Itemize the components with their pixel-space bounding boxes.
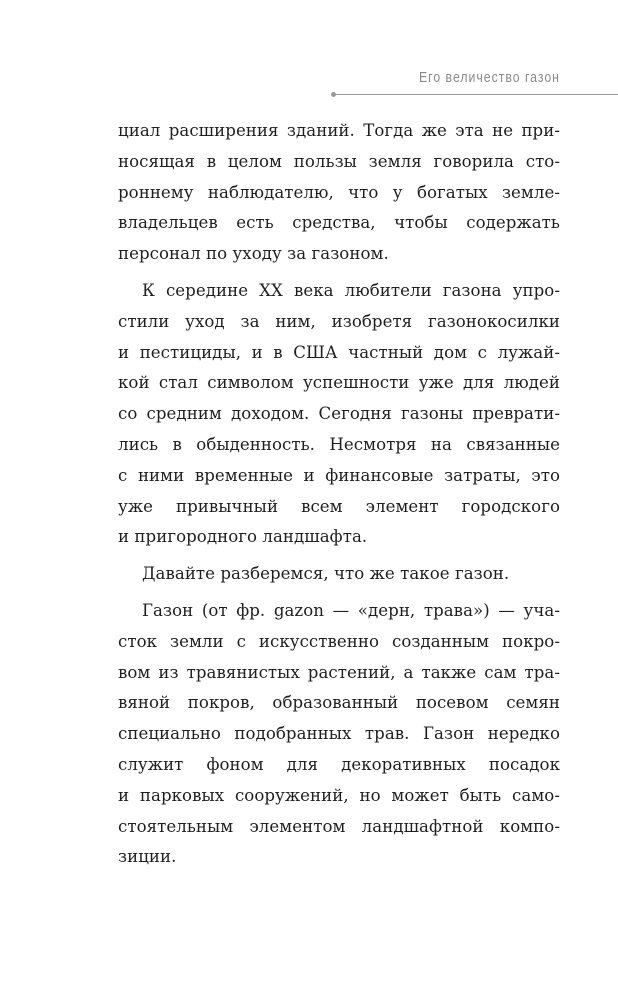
running-head-rule [335, 94, 618, 95]
text-line: с ними временные и финансовые затраты, это [118, 465, 560, 485]
text-line: персонал по уходу за газоном. [118, 244, 389, 264]
text-line: кой стал символом успешности уже для людей [118, 373, 560, 393]
text-line: со средним доходом. Сегодня газоны преврати- [118, 404, 560, 424]
text-line: сток земли с искусственно созданным покро- [118, 631, 560, 651]
text-line: и пестициды, и в США частный дом с лужай- [118, 342, 560, 362]
paragraph-3 [118, 559, 560, 590]
text-line: носящая в целом пользы земля говорила сто- [118, 151, 560, 171]
text-line: вяной покров, образованный посевом семян [118, 693, 560, 713]
text-line: К середине XX века любители газона упро- [142, 280, 560, 300]
body-text [118, 116, 560, 873]
paragraph-4 [118, 596, 560, 873]
text-line: циал расширения зданий. Тогда же эта не при- [118, 121, 560, 140]
text-line: вом из травянистых растений, а также сам тра- [118, 662, 560, 682]
text-line: лись в обыденность. Несмотря на связанные [118, 434, 560, 454]
running-head: Его величество газон [419, 69, 560, 86]
text-line: уже привычный всем элемент городского [118, 496, 560, 516]
text-line: специально подобранных трав. Газон нередко [118, 724, 560, 744]
running-head-dot [331, 92, 336, 97]
text-line: и пригородного ландшафта. [118, 527, 368, 547]
text-line: роннему наблюдателю, что у богатых земле- [118, 182, 560, 202]
paragraph-2 [118, 276, 560, 553]
text-line: Давайте разберемся, что же такое газон. [142, 564, 510, 584]
text-line: зиции. [118, 847, 177, 867]
text-line: и парковых сооружений, но может быть само- [118, 785, 560, 805]
paragraph-1 [118, 116, 560, 270]
text-line: владельцев есть средства, чтобы содержать [118, 213, 560, 233]
text-line: стоятельным элементом ландшафтной компо- [118, 816, 560, 836]
text-line: Газон (от фр. gazon — «дерн, трава») — уча- [142, 600, 560, 620]
text-line: стили уход за ним, изобретя газонокосилки [118, 311, 560, 331]
text-line: служит фоном для декоративных посадок [118, 754, 560, 774]
